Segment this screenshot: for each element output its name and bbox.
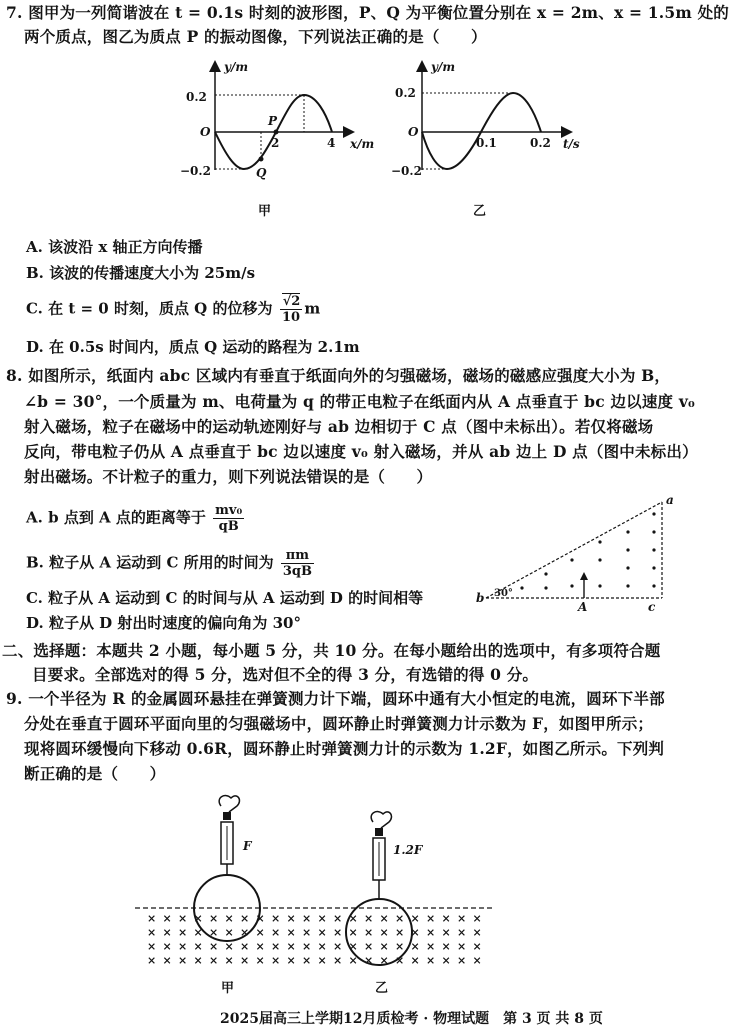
field-dots [520,512,655,589]
field-cross: × [178,954,188,967]
field-cross: × [333,926,343,939]
field-cross: × [348,954,358,967]
field-cross: × [317,912,327,925]
field-cross: × [302,940,312,953]
field-cross: × [348,926,358,939]
field-cross: × [410,926,420,939]
y-bottom-label: −0.2 [180,164,211,178]
spring-scale-left [219,796,239,876]
q7-option-a: A. 该波沿 x 轴正方向传播 [26,238,203,256]
q8-stem-line5: 射出磁场。不计粒子的重力，则下列说法错误的是（ ） [24,467,433,486]
field-cross: × [317,940,327,953]
field-cross: × [209,940,219,953]
section2-line1: 二、选择题：本题共 2 小题，每小题 5 分，共 10 分。在每小题给出的选项中，有多项符合题 [2,641,661,660]
field-cross: × [224,954,234,967]
field-crosses [147,912,482,967]
field-cross: × [379,940,389,953]
field-cross: × [147,940,157,953]
field-cross: × [255,926,265,939]
force-label-left: F [243,839,252,853]
field-cross: × [457,954,467,967]
q7-figure-jia [180,55,380,225]
field-cross: × [162,940,172,953]
field-cross: × [441,954,451,967]
t-tick-02: 0.2 [530,136,551,150]
field-cross: × [472,940,482,953]
field-cross: × [209,912,219,925]
t-axis-label: t/s [563,137,580,151]
y-axis-label: y/m [431,60,456,74]
q7-c-fraction: $\frac{√2}{10}$ [280,294,303,325]
field-cross: × [286,926,296,939]
spring-scale-right [371,812,391,898]
field-cross: × [286,954,296,967]
field-cross: × [348,912,358,925]
field-cross: × [178,940,188,953]
field-cross: × [209,926,219,939]
q9-stem-line2: 分处在垂直于圆环平面向里的匀强磁场中，圆环静止时弹簧测力计示数为 F，如图甲所示； [24,714,654,733]
field-cross: × [240,940,250,953]
caption-right: 乙 [375,981,389,996]
field-cross: × [162,912,172,925]
field-cross: × [178,912,188,925]
field-cross: × [426,940,436,953]
field-cross: × [224,912,234,925]
q8-number: 8. [6,366,23,385]
field-cross: × [379,912,389,925]
origin-label: O [408,125,419,139]
q9-stem-line1: 9. 一个半径为 R 的金属圆环悬挂在弹簧测力计下端，圆环中通有大小恒定的电流，圆环下半部 [6,689,665,708]
field-cross: × [472,954,482,967]
field-cross: × [193,926,203,939]
y-top-label: 0.2 [395,86,416,100]
field-cross: × [209,954,219,967]
field-cross: × [193,940,203,953]
q8-option-a: A. b 点到 A 点的距离等于 $\frac{\text{mv₀}}{qB}$ [26,503,243,534]
q9-ring-figure [125,790,505,998]
field-cross: × [364,940,374,953]
q7-number: 7. [6,3,23,22]
q8-option-d: D. 粒子从 D 射出时速度的偏向角为 30° [26,614,301,632]
vertex-c-label: c [648,600,656,614]
field-cross: × [255,912,265,925]
point-q-dot [259,157,264,162]
field-cross: × [364,912,374,925]
field-cross: × [395,926,405,939]
point-A-label: A [578,600,588,614]
field-cross: × [317,926,327,939]
field-cross: × [395,940,405,953]
field-cross: × [441,912,451,925]
q8-stem-line4: 反向，带电粒子仍从 A 点垂直于 bc 边以速度 v₀ 射入磁场，并从 ab 边上 D 点（图中未标出） [24,442,698,461]
field-cross: × [441,940,451,953]
field-cross: × [333,940,343,953]
field-cross: × [472,926,482,939]
y-axis-label: y/m [224,60,249,74]
x-axis-label: x/m [350,137,375,151]
x-tick-4: 4 [327,136,336,150]
caption-jia: 甲 [258,204,272,219]
caption-left: 甲 [221,981,235,996]
field-cross: × [364,926,374,939]
field-cross: × [224,926,234,939]
field-cross: × [271,912,281,925]
field-cross: × [457,940,467,953]
field-cross: × [271,926,281,939]
field-cross: × [240,954,250,967]
field-cross: × [364,954,374,967]
q8-stem-line3: 射入磁场，粒子在磁场中的运动轨迹刚好与 ab 边相切于 C 点（图中未标出）。若仅将磁场 [24,417,654,436]
q9-number: 9. [6,689,23,708]
vibration-curve [422,93,541,169]
field-cross: × [426,912,436,925]
q8-b-fraction: $\frac{\pi m}{3qB}$ [282,548,312,579]
field-cross: × [193,954,203,967]
q7-option-b: B. 该波的传播速度大小为 25m/s [26,264,256,282]
x-tick-2: 2 [271,136,280,150]
point-p-dot [274,130,279,135]
q7-stem-line2: 两个质点，图乙为质点 P 的振动图像，下列说法正确的是（ ） [24,27,487,46]
field-cross: × [441,926,451,939]
field-cross: × [395,912,405,925]
q8-stem-line1: 8. 如图所示，纸面内 abc 区域内有垂直于纸面向外的匀强磁场，磁场的磁感应强度大小为 B， [6,366,671,385]
angle-label: 30° [494,588,513,599]
y-top-label: 0.2 [186,90,207,104]
field-cross: × [302,926,312,939]
field-cross: × [457,912,467,925]
t-tick-01: 0.1 [476,136,497,150]
field-cross: × [395,954,405,967]
field-cross: × [162,926,172,939]
field-cross: × [410,912,420,925]
field-cross: × [333,954,343,967]
force-label-right: 1.2F [393,843,423,857]
side-ab [486,502,662,598]
field-cross: × [302,954,312,967]
field-cross: × [426,926,436,939]
vertex-a-label: a [666,493,674,507]
field-cross: × [302,912,312,925]
section2-line2: 目要求。全部选对的得 5 分，选对但不全的得 3 分，有选错的得 0 分。 [32,665,539,684]
vertex-b-label: b [476,591,485,605]
field-cross: × [379,926,389,939]
field-cross: × [193,912,203,925]
field-cross: × [162,954,172,967]
q8-field-figure [472,494,687,614]
point-q-label: Q [256,166,267,180]
q9-stem-line4: 断正确的是（ ） [24,764,166,783]
q8-option-c: C. 粒子从 A 运动到 C 的时间与从 A 运动到 D 的时间相等 [26,589,424,607]
field-cross: × [255,940,265,953]
field-cross: × [457,926,467,939]
field-cross: × [426,954,436,967]
y-bottom-label: −0.2 [391,164,422,178]
field-cross: × [410,940,420,953]
origin-label: O [200,125,211,139]
field-cross: × [317,954,327,967]
field-cross: × [286,940,296,953]
q8-a-fraction: $\frac{\text{mv₀}}{qB}$ [215,503,243,534]
field-cross: × [472,912,482,925]
field-cross: × [240,912,250,925]
field-cross: × [271,954,281,967]
field-cross: × [147,954,157,967]
field-cross: × [348,940,358,953]
field-cross: × [240,926,250,939]
point-p-label: P [268,114,278,128]
field-cross: × [333,912,343,925]
q8-option-b: B. 粒子从 A 运动到 C 所用的时间为 $\frac{\pi m}{3qB}$ [26,548,312,579]
field-cross: × [178,926,188,939]
field-cross: × [255,954,265,967]
page-footer: 2025届高三上学期12月质检考 · 物理试题 第 3 页 共 8 页 [220,1011,603,1027]
q7-stem-line1: 7. 图甲为一列简谐波在 t = 0.1s 时刻的波形图，P、Q 为平衡位置分别在 x = 2m、x = 1.5m 处的 [6,3,729,22]
field-cross: × [410,954,420,967]
field-cross: × [224,940,234,953]
caption-yi: 乙 [473,204,487,219]
q8-stem-line2: ∠b = 30°，一个质量为 m、电荷量为 q 的带正电粒子在纸面内从 A 点垂直于 bc 边以速度 v₀ [24,392,696,411]
q7-option-c: C. 在 t = 0 时刻，质点 Q 的位移为 $\frac{√2}{10}$ m [26,294,321,325]
field-cross: × [286,912,296,925]
field-cross: × [147,926,157,939]
q7-option-d: D. 在 0.5s 时间内，质点 Q 运动的路程为 2.1m [26,338,360,356]
field-cross: × [379,954,389,967]
field-cross: × [147,912,157,925]
q7-figure-yi [391,55,595,225]
field-cross: × [271,940,281,953]
q9-stem-line3: 现将圆环缓慢向下移动 0.6R，圆环静止时弹簧测力计的示数为 1.2F，如图乙所示。下列判 [24,739,665,758]
